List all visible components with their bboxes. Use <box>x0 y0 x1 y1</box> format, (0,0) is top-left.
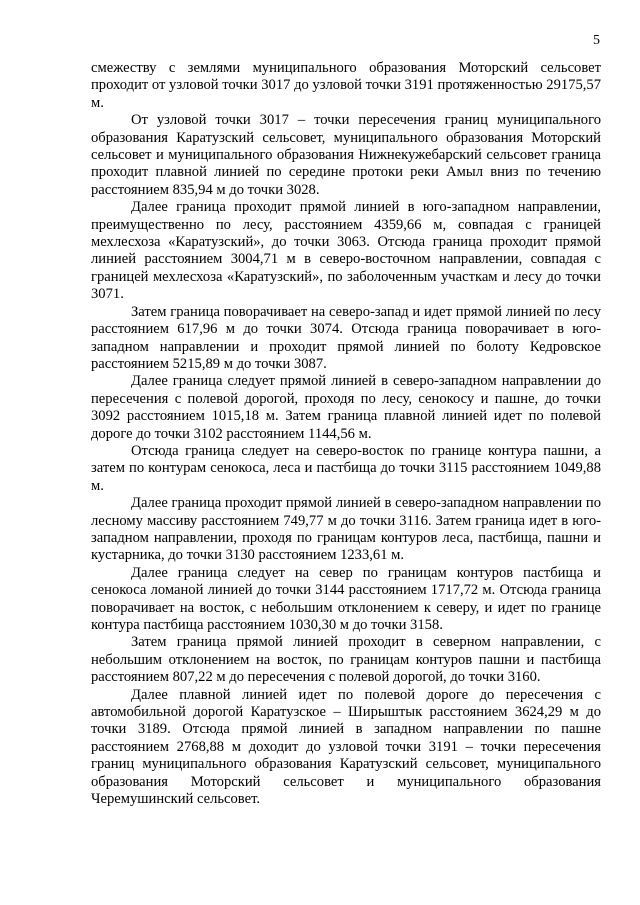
paragraph: Отсюда граница следует на северо-восток по границе контура пашни, а затем по контурам сенокоса, леса и пастбища до точки 3115 расстоянием 1049,88 м. <box>91 442 601 494</box>
paragraph: Далее граница следует прямой линией в северо-западном направлении до пересечения с полевой дорогой, проходя по лесу, сенокосу и пашне, до точки 3092 расстоянием 1015,18 м. Затем граница плавной линией идет по полевой дороге до точки 3102 расстоянием 1144,56 м. <box>91 373 601 442</box>
paragraph: Далее граница проходит прямой линией в северо-западном направлении по лесному массиву расстоянием 749,77 м до точки 3116. Затем граница идет в юго-западном направлении, проходя по границам контуров леса, пастбища, пашни и кустарника, до точки 3130 расстоянием 1233,61 м. <box>91 495 601 564</box>
page-number: 5 <box>593 33 600 48</box>
paragraph: Далее граница проходит прямой линией в юго-западном направлении, преимущественно по лесу, расстоянием 4359,66 м, совпадая с границей мехлесхоза «Каратузский», до точки 3063. Отсюда граница проходит прямой линией расстоянием 3004,71 м в северо-восточном направлении, совпадая с границей мехлесхоза «Каратузский», по заболоченным участкам и лесу до точки 3071. <box>91 199 601 303</box>
paragraph: Далее плавной линией идет по полевой дороге до пересечения с автомобильной дорогой Каратузское – Ширыштык расстоянием 3624,29 м до точки 3189. Отсюда прямой линией в западном направлении по пашне расстоянием 2768,88 м доходит до узловой точки 3191 – точки пересечения границ муниципального образования Каратузский сельсовет, муниципального образования Моторский сельсовет и муниципального образования Черемушинский сельсовет. <box>91 686 601 808</box>
paragraph: От узловой точки 3017 – точки пересечения границ муниципального образования Каратузский сельсовет, муниципального образования Моторский сельсовет и муниципального образования Нижнекужебарский сельсовет граница проходит плавной линией по середине протоки реки Амыл вниз по течению расстоянием 835,94 м до точки 3028. <box>91 112 601 198</box>
paragraph: Затем граница поворачивает на северо-запад и идет прямой линией по лесу расстоянием 617,96 м до точки 3074. Отсюда граница поворачивает в юго-западном направлении и проходит прямой линией по болоту Кедровское расстоянием 5215,89 м до точки 3087. <box>91 303 601 372</box>
document-body <box>91 60 601 808</box>
paragraph: смежеству с землями муниципального образования Моторский сельсовет проходит от узловой точки 3017 до узловой точки 3191 протяженностью 29175,57 м. <box>91 60 601 111</box>
paragraph: Затем граница прямой линией проходит в северном направлении, с небольшим отклонением на восток, по границам контуров пашни и пастбища расстоянием 807,22 м до пересечения с полевой дорогой, до точки 3160. <box>91 634 601 686</box>
paragraph: Далее граница следует на север по границам контуров пастбища и сенокоса ломаной линией до точки 3144 расстоянием 1717,72 м. Отсюда граница поворачивает на восток, с небольшим отклонением к северу, и идет по границе контура пастбища расстоянием 1030,30 м до точки 3158. <box>91 564 601 633</box>
